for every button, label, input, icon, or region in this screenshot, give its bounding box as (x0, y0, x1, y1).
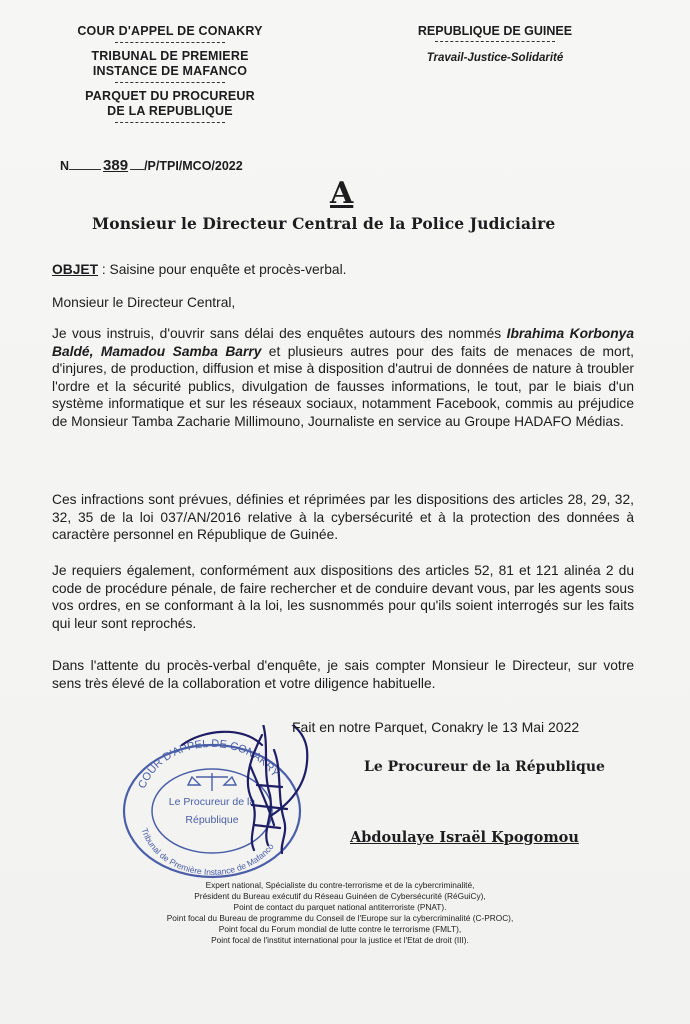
header-divider (115, 122, 225, 123)
reference-prefix: N (60, 159, 70, 173)
suspect-names: Ibrahima Korbonya Baldé, Mamadou Samba Barry (52, 326, 634, 359)
signatory-credentials (60, 880, 620, 946)
header-divider (115, 42, 225, 43)
paragraph-text: Je vous instruis, d'ouvrir sans délai des enquêtes autours des nommés (52, 326, 507, 341)
signatory-name: Abdoulaye Israël Kpogomou (350, 829, 579, 846)
credential-line: Point focal du Bureau de programme du Conseil de l'Europe sur la cybercriminalité (C-PROC), (166, 913, 514, 923)
addressee-name: Monsieur le Directeur Central de la Police Judiciaire (92, 214, 556, 233)
credential-line: Point focal du Forum mondial de lutte contre le terrorisme (FMLT), (218, 924, 462, 934)
reference-value: 389 (103, 157, 129, 174)
reference-underline (69, 169, 101, 170)
addressee-marker: A (330, 176, 354, 211)
stamp-outer-bottom-text: Tribunal de Première Instance de Mafanco (139, 826, 276, 878)
subject-text: : Saisine pour enquête et procès-verbal. (98, 262, 347, 277)
signatory-title: Le Procureur de la République (364, 759, 605, 775)
place-and-date: Fait en notre Parquet, Conakry le 13 Mai 2022 (292, 719, 580, 735)
subject-line (52, 261, 634, 279)
republic-block (400, 24, 590, 64)
header-divider (435, 41, 555, 42)
paragraph-requisition: Je requiers également, conformément aux dispositions des articles 52, 81 et 121 alinéa 2 du code de procédure pénale, de faire rechercher et de conduire devant vous, par les agents sous vos ordres, en se conformant à la loi, les susnommés pour qu'ils soient interrogés sur les faits qui leur sont reprochés. (52, 563, 634, 631)
credential-line: Expert national, Spécialiste du contre-terrorisme et de la cybercriminalité, (205, 880, 475, 890)
paragraph-instruction (52, 325, 634, 431)
issuer-block (50, 24, 290, 129)
credential-line: Point de contact du parquet national antiterroriste (PNAT). (233, 902, 447, 912)
header-divider (115, 82, 225, 83)
court-name: COUR D'APPEL DE CONAKRY (77, 24, 263, 38)
reference-underline (130, 169, 144, 170)
national-motto: Travail-Justice-Solidarité (426, 52, 564, 64)
parquet-name: PARQUET DU PROCUREUR DE LA REPUBLIQUE (85, 89, 255, 118)
stamp-inner-line2: République (185, 814, 239, 826)
paragraph-legal-basis: Ces infractions sont prévues, définies et réprimées par les dispositions des articles 28, 29, 32, 32, 35 de la loi 037/AN/2016 relative à la cybersécurité et à la protection des données à caractère personnel en République de Guinée. (52, 492, 634, 543)
stamp-outer-top-text: COUR D'APPEL DE CONAKRY (136, 737, 282, 791)
paragraph-text: et plusieurs autres pour des faits de menaces de mort, d'injures, de production, diffusion et mise à disposition d'autrui de données de nature à troubler l'ordre et la sécurité publics, divulgation de fausses informations, le tout, par le biais d'un système informatique et sur les réseaux sociaux, notamment Facebook, commis au préjudice de Monsieur Tamba Zacharie Millimouno, Journaliste en service au Groupe HADAFO Médias. (52, 343, 634, 429)
justice-scales-icon (188, 773, 236, 791)
subject-label: OBJET (52, 262, 98, 277)
credential-line: Président du Bureau exécutif du Réseau Guinéen de Cybersécurité (RéGuiCy), (194, 891, 486, 901)
reference-suffix: /P/TPI/MCO/2022 (144, 159, 243, 173)
republic-name: REPUBLIQUE DE GUINEE (417, 24, 573, 38)
salutation: Monsieur le Directeur Central, (52, 295, 236, 310)
stamp-inner-line1: Le Procureur de la (168, 796, 256, 808)
tribunal-name: TRIBUNAL DE PREMIERE INSTANCE DE MAFANCO (91, 49, 249, 78)
credential-line: Point focal de l'institut international pour la justice et l'Etat de droit (III). (211, 935, 469, 945)
reference-number (60, 157, 243, 174)
official-stamp (112, 725, 312, 885)
paragraph-closing: Dans l'attente du procès-verbal d'enquête, je sais compter Monsieur le Directeur, sur votre sens très élevé de la collaboration et votre diligence habituelle. (52, 658, 634, 691)
